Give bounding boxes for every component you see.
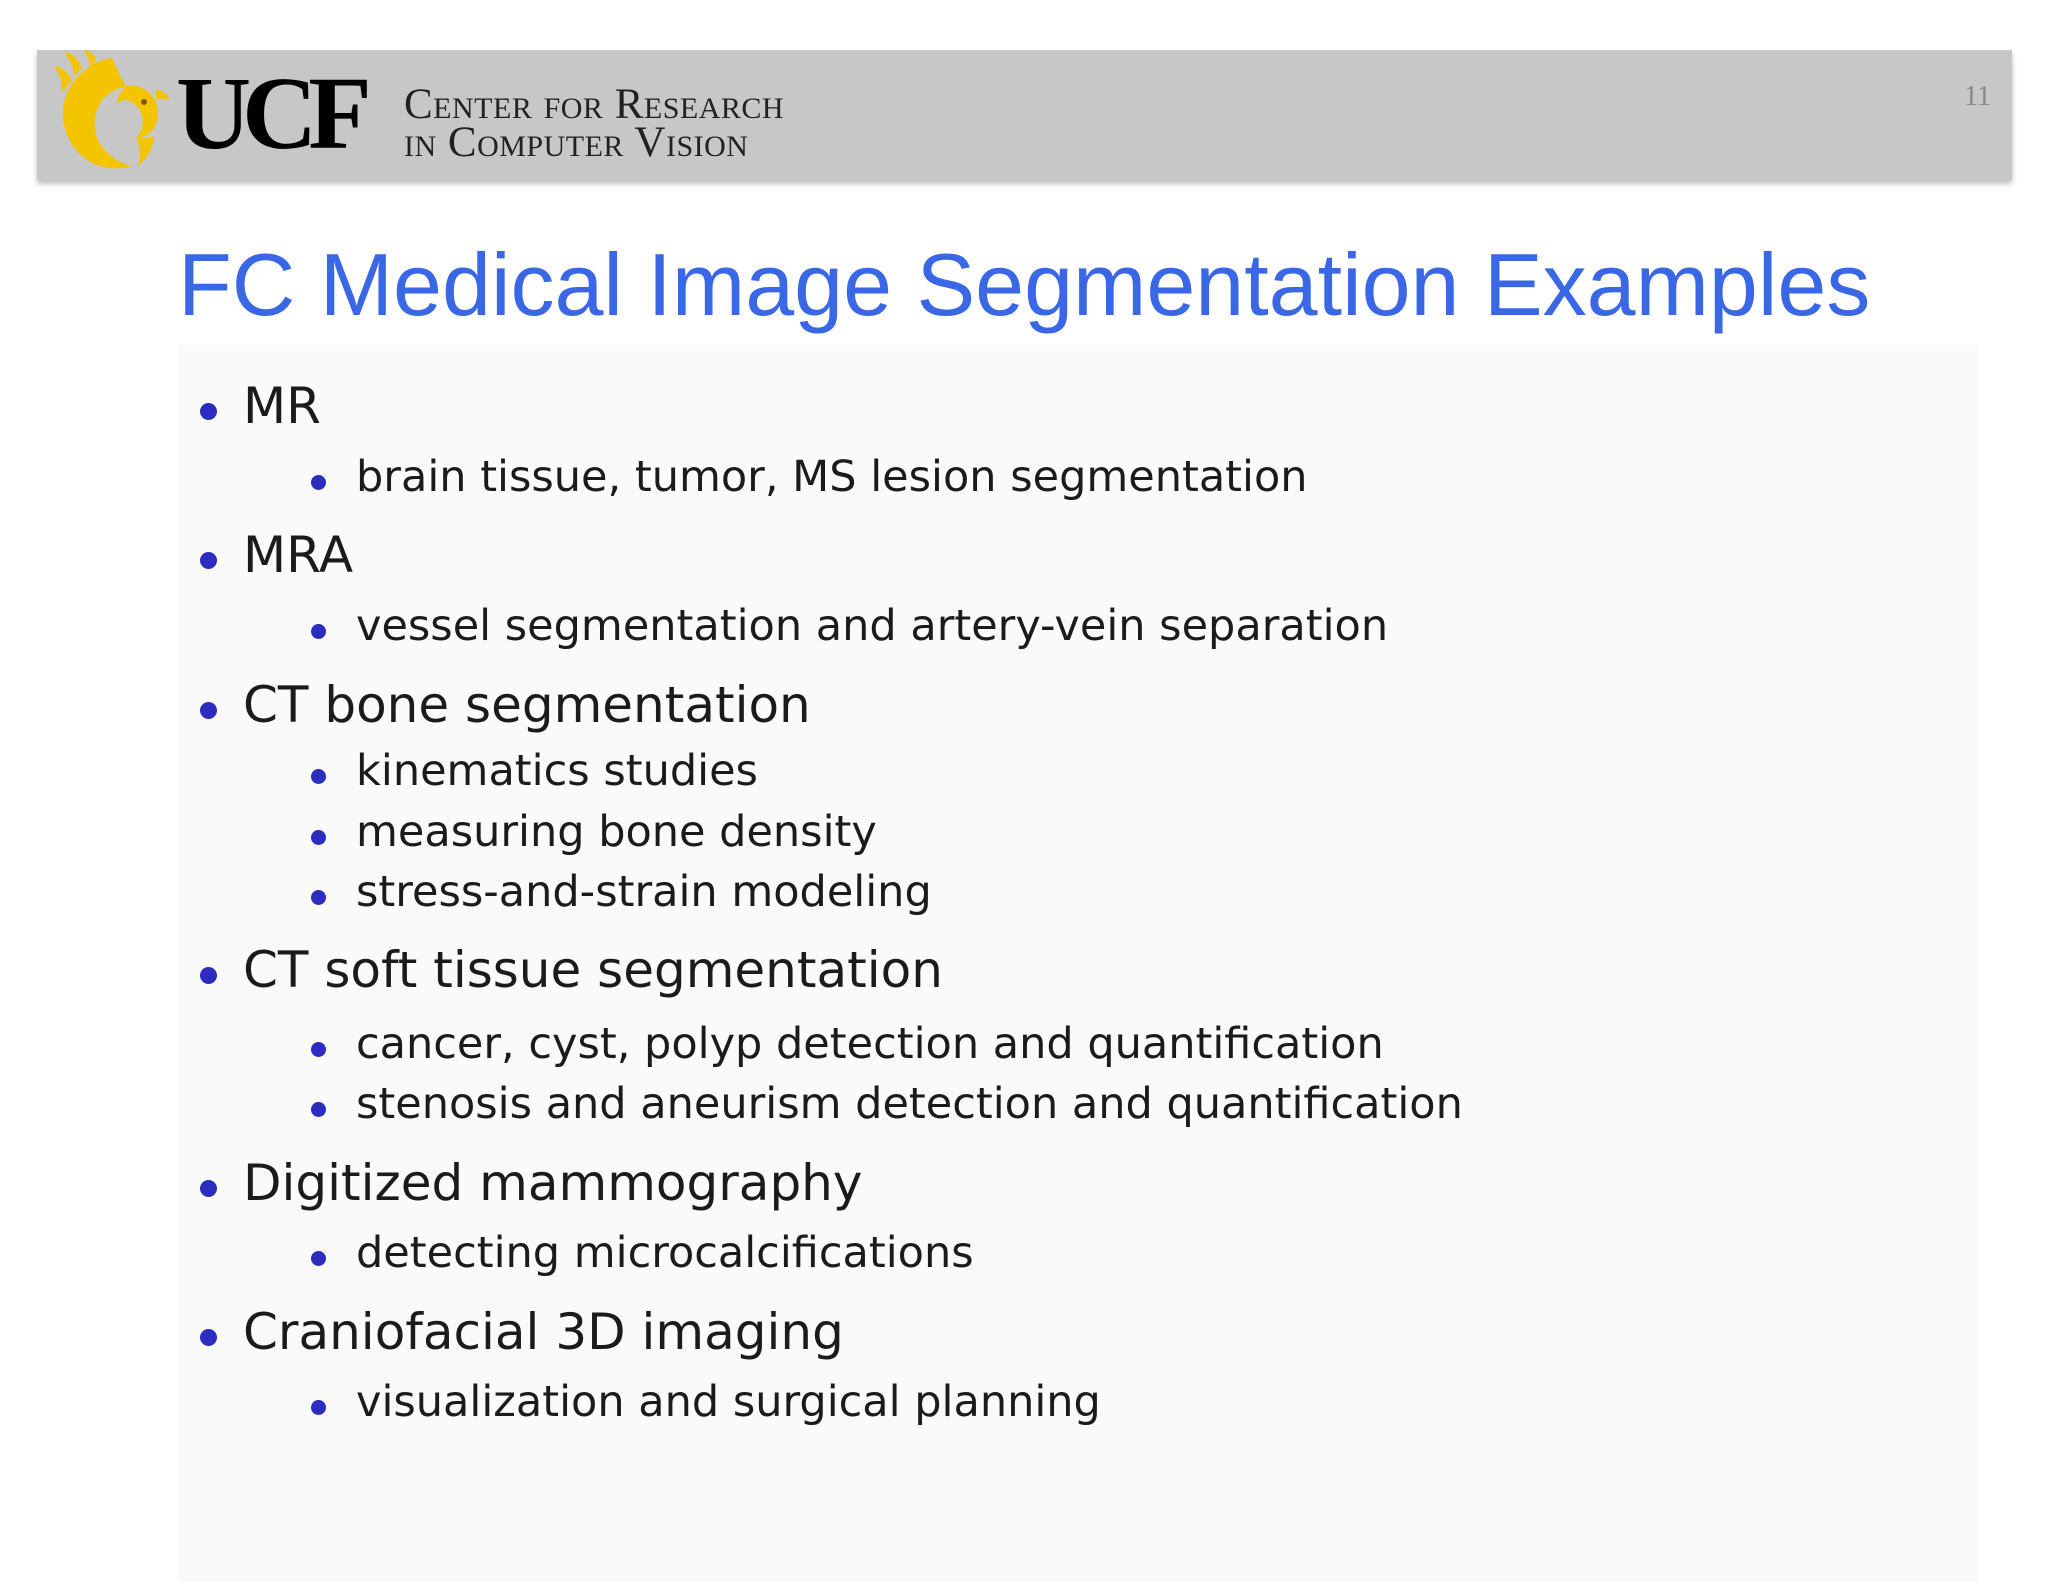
bullet-text: cancer, cyst, polyp detection and quantification (356, 1019, 1384, 1069)
bullet-text: detecting microcalcifications (356, 1228, 974, 1278)
bullet-item (243, 1154, 863, 1212)
bullet-dot-icon (311, 1102, 326, 1117)
pegasus-logo-icon (52, 50, 170, 172)
bullet-dot-icon (311, 1400, 326, 1415)
bullet-text: CT soft tissue segmentation (243, 941, 943, 999)
bullet-dot-icon (200, 1180, 217, 1197)
bullet-dot-icon (311, 890, 326, 905)
center-name-line1: Center for Research (404, 81, 785, 128)
center-name (404, 81, 785, 166)
bullet-text: Digitized mammography (243, 1154, 863, 1212)
bullet-item (243, 377, 321, 435)
bullet-text: MR (243, 377, 321, 435)
bullet-dot-icon (311, 475, 326, 490)
bullet-text: MRA (243, 526, 354, 584)
ucf-wordmark: UCF (176, 56, 363, 171)
bullet-dot-icon (200, 552, 217, 569)
bullet-text: stress-and-strain modeling (356, 867, 932, 917)
bullet-dot-icon (200, 702, 217, 719)
center-name-line2: in Computer Vision (404, 119, 749, 166)
bullet-text: Craniofacial 3D imaging (243, 1303, 844, 1361)
sub-bullet-item (356, 1079, 1463, 1129)
bullet-text: vessel segmentation and artery-vein separation (356, 601, 1389, 651)
sub-bullet-item (356, 746, 758, 796)
bullet-text: brain tissue, tumor, MS lesion segmentation (356, 452, 1308, 502)
sub-bullet-item (356, 452, 1308, 502)
bullet-dot-icon (200, 967, 217, 984)
bullet-dot-icon (311, 830, 326, 845)
bullet-item (243, 941, 943, 999)
bullet-item (243, 676, 811, 734)
bullet-dot-icon (311, 769, 326, 784)
bullet-text: stenosis and aneurism detection and quantification (356, 1079, 1463, 1129)
page-number: 11 (1964, 81, 1991, 112)
sub-bullet-item (356, 1377, 1101, 1427)
bullet-text: visualization and surgical planning (356, 1377, 1101, 1427)
bullet-text: CT bone segmentation (243, 676, 811, 734)
sub-bullet-item (356, 601, 1389, 651)
bullet-item (243, 1303, 844, 1361)
bullet-item (243, 526, 354, 584)
bullet-text: kinematics studies (356, 746, 758, 796)
bullet-dot-icon (200, 403, 217, 420)
sub-bullet-item (356, 1228, 974, 1278)
sub-bullet-item (356, 867, 932, 917)
slide-title: FC Medical Image Segmentation Examples (178, 235, 1871, 334)
sub-bullet-item (356, 807, 877, 857)
content-panel (178, 345, 1978, 1582)
bullet-dot-icon (200, 1329, 217, 1346)
bullet-dot-icon (311, 1042, 326, 1057)
bullet-text: measuring bone density (356, 807, 877, 857)
sub-bullet-item (356, 1019, 1384, 1069)
bullet-dot-icon (311, 1251, 326, 1266)
bullet-dot-icon (311, 624, 326, 639)
